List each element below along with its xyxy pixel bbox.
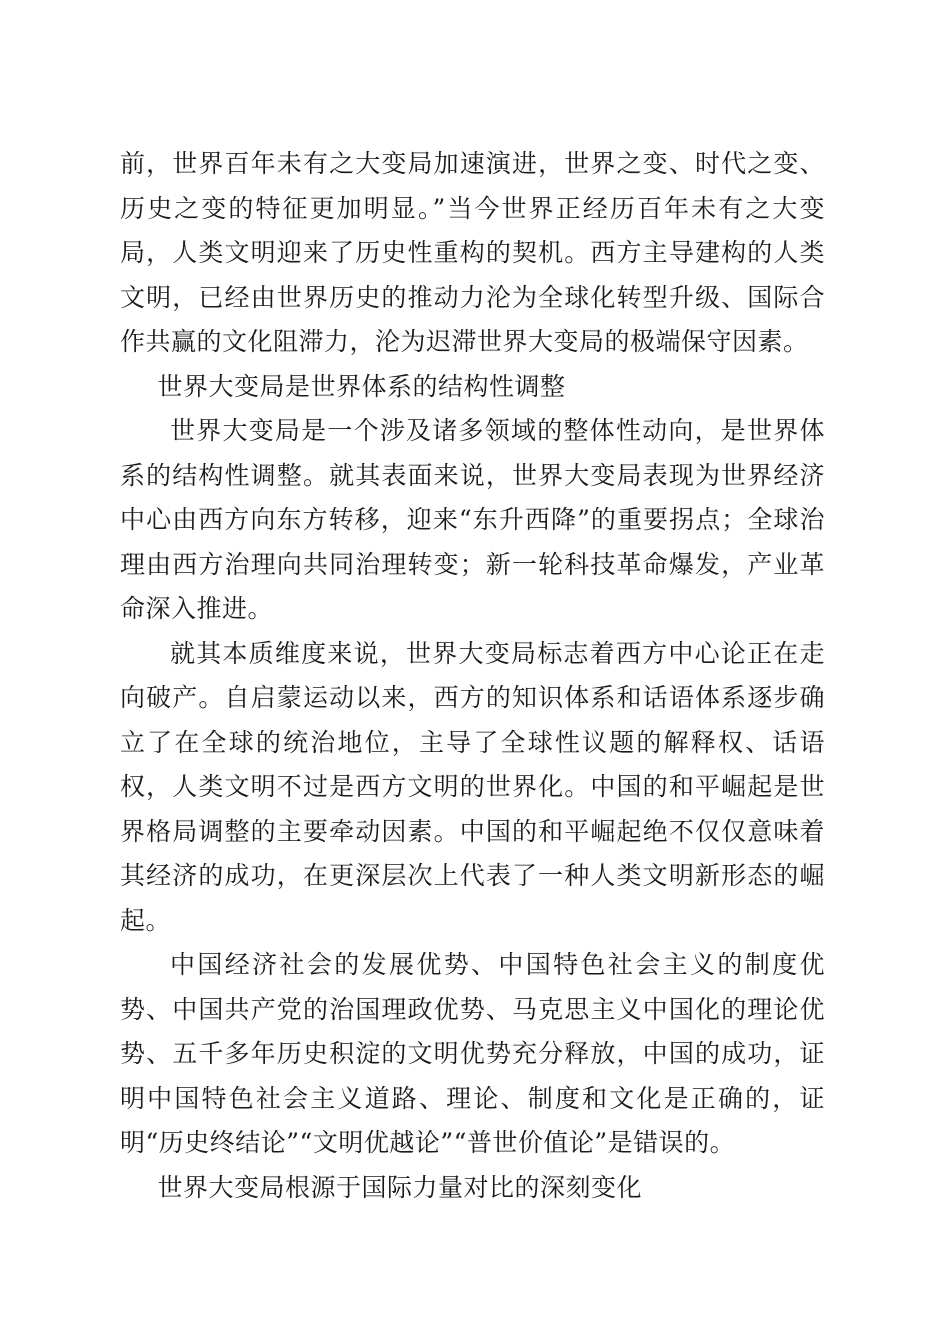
document-body <box>120 142 825 1210</box>
paragraph-china-advantages: 中国经济社会的发展优势、中国特色社会主义的制度优势、中国共产党的治国理政优势、马克思主义中国化的理论优势、五千多年历史积淀的文明优势充分释放，中国的成功，证明中国特色社会主义道路、理论、制度和文化是正确的，证明“历史终结论”“文明优越论”“普世价值论”是错误的。 <box>120 950 825 1157</box>
paragraph-continued: 前，世界百年未有之大变局加速演进，世界之变、时代之变、历史之变的特征更加明显。”当今世界正经历百年未有之大变局，人类文明迎来了历史性重构的契机。西方主导建构的人类文明，已经由世界历史的推动力沦为全球化转型升级、国际合作共赢的文化阻滞力，沦为迟滞世界大变局的极端保守因素。 <box>120 149 825 356</box>
section-heading-structural-adjustment: 世界大变局是世界体系的结构性调整 <box>157 371 566 401</box>
paragraph-essence-dimension: 就其本质维度来说，世界大变局标志着西方中心论正在走向破产。自启蒙运动以来，西方的知识体系和话语体系逐步确立了在全球的统治地位，主导了全球性议题的解释权、话语权，人类文明不过是西方文明的世界化。中国的和平崛起是世界格局调整的主要牵动因素。中国的和平崛起绝不仅仅意味着其经济的成功，在更深层次上代表了一种人类文明新形态的崛起。 <box>120 638 825 935</box>
section-heading-power-balance: 世界大变局根源于国际力量对比的深刻变化 <box>157 1172 643 1202</box>
paragraph-overall-trend: 世界大变局是一个涉及诸多领域的整体性动向，是世界体系的结构性调整。就其表面来说，世界大变局表现为世界经济中心由西方向东方转移，迎来“东升西降”的重要拐点；全球治理由西方治理向共同治理转变；新一轮科技革命爆发，产业革命深入推进。 <box>120 416 825 623</box>
